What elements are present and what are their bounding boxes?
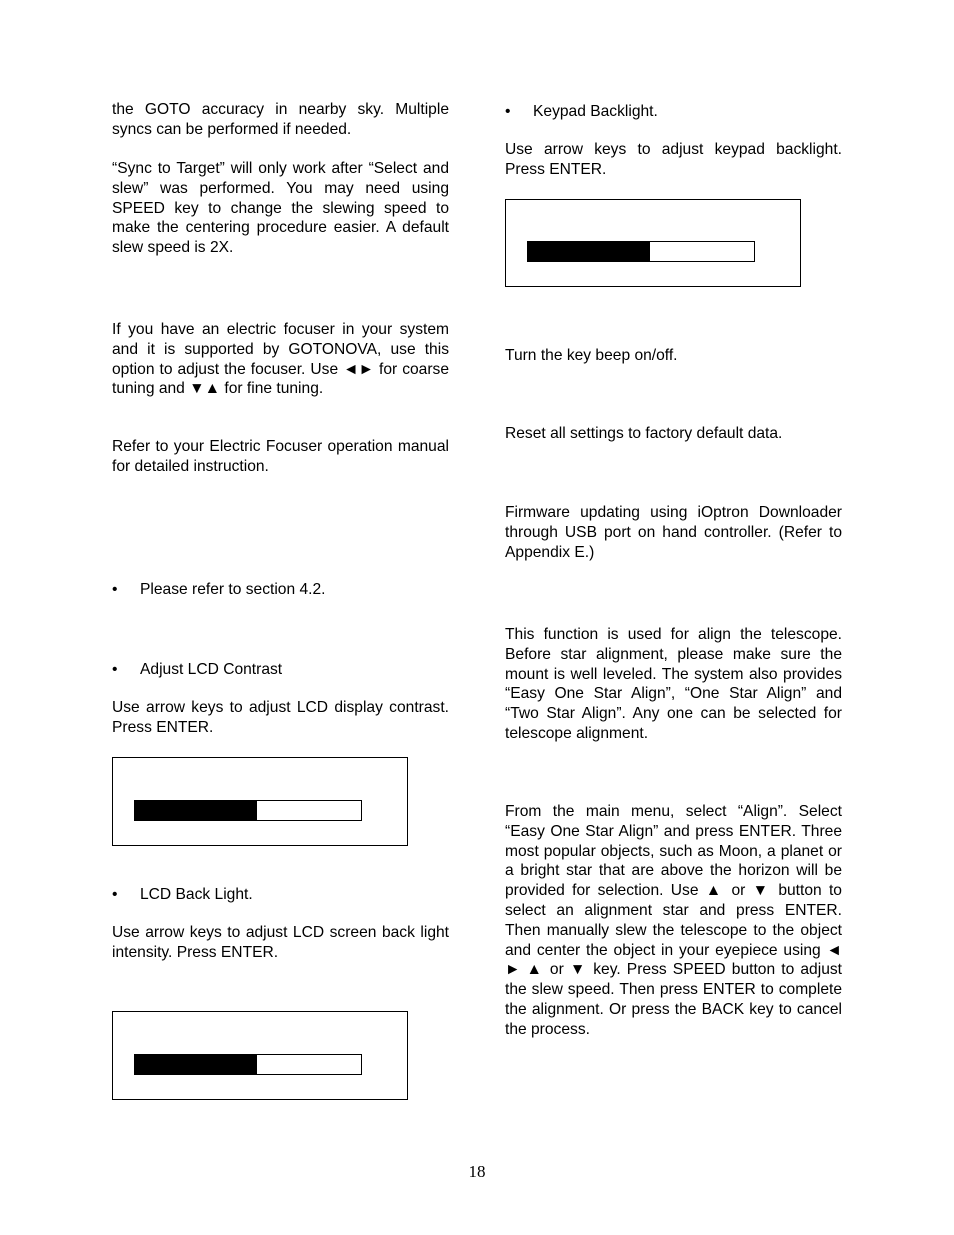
paragraph-firmware-update: Firmware updating using iOptron Downloader through USB port on hand controller. (Refer to Appendix E.) [505, 504, 842, 561]
keypad-backlight-level-fill [528, 242, 650, 261]
bullet-text: Please refer to section 4.2. [140, 581, 326, 598]
paragraph-factory-reset: Reset all settings to factory default data. [505, 425, 783, 442]
bullet-keypad-backlight [505, 102, 842, 122]
paragraph-focuser-manual: Refer to your Electric Focuser operation manual for detailed instruction. [112, 438, 449, 475]
keypad-backlight-level-bar [527, 241, 755, 262]
paragraph-lcd-contrast: Use arrow keys to adjust LCD display contrast. Press ENTER. [112, 699, 449, 736]
bullet-icon: • [112, 886, 118, 903]
paragraph-sync-to-target: “Sync to Target” will only work after “Select and slew” was performed. You may need using SPEED key to change the slewing speed to make the centering procedure easier. A default slew speed is 2X. [112, 160, 449, 257]
page-number: 18 [468, 1162, 486, 1181]
bullet-icon: • [112, 661, 118, 678]
bullet-text: Adjust LCD Contrast [140, 661, 283, 678]
bullet-lcd-back-light [112, 885, 449, 905]
paragraph-key-beep: Turn the key beep on/off. [505, 347, 678, 364]
lcd-contrast-display [112, 757, 408, 846]
lcd-backlight-display [112, 1011, 408, 1100]
bullet-icon: • [505, 103, 511, 120]
paragraph-electric-focuser: If you have an electric focuser in your system and it is supported by GOTONOVA, use this option to adjust the focuser. Use ◄► for coarse tuning and ▼▲ for fine tuning. [112, 321, 449, 398]
lcd-backlight-level-fill [135, 1055, 257, 1074]
paragraph-lcd-back-light: Use arrow keys to adjust LCD screen back light intensity. Press ENTER. [112, 924, 449, 961]
keypad-backlight-display [505, 199, 801, 287]
paragraph-keypad-backlight: Use arrow keys to adjust keypad backlight. Press ENTER. [505, 141, 842, 178]
lcd-backlight-level-bar [134, 1054, 362, 1075]
lcd-contrast-level-bar [134, 800, 362, 821]
bullet-lcd-contrast [112, 660, 449, 680]
paragraph-easy-one-star-align: From the main menu, select “Align”. Select “Easy One Star Align” and press ENTER. Three most popular objects, such as Moon, a planet or a bright star that are above the horizon will be provided for selection. Use ▲ or ▼ button to select an alignment star and press ENTER. Then manually slew the telescope to the object and center the object in your eyepiece using ◄ ► ▲ or ▼ key. Press SPEED button to adjust the slew speed. Then press ENTER to complete the alignment. Or press the BACK key to cancel the process. [505, 803, 842, 1038]
bullet-text: LCD Back Light. [140, 886, 253, 903]
bullet-refer-section [112, 580, 449, 600]
bullet-text: Keypad Backlight. [533, 103, 658, 120]
lcd-contrast-level-fill [135, 801, 257, 820]
paragraph-goto-accuracy: the GOTO accuracy in nearby sky. Multiple syncs can be performed if needed. [112, 101, 449, 138]
paragraph-align-function: This function is used for align the telescope. Before star alignment, please make sure the mount is well leveled. The system also provides “Easy One Star Align”, “One Star Align” and “Two Star Align”. Any one can be selected for telescope alignment. [505, 626, 842, 742]
bullet-icon: • [112, 581, 118, 598]
